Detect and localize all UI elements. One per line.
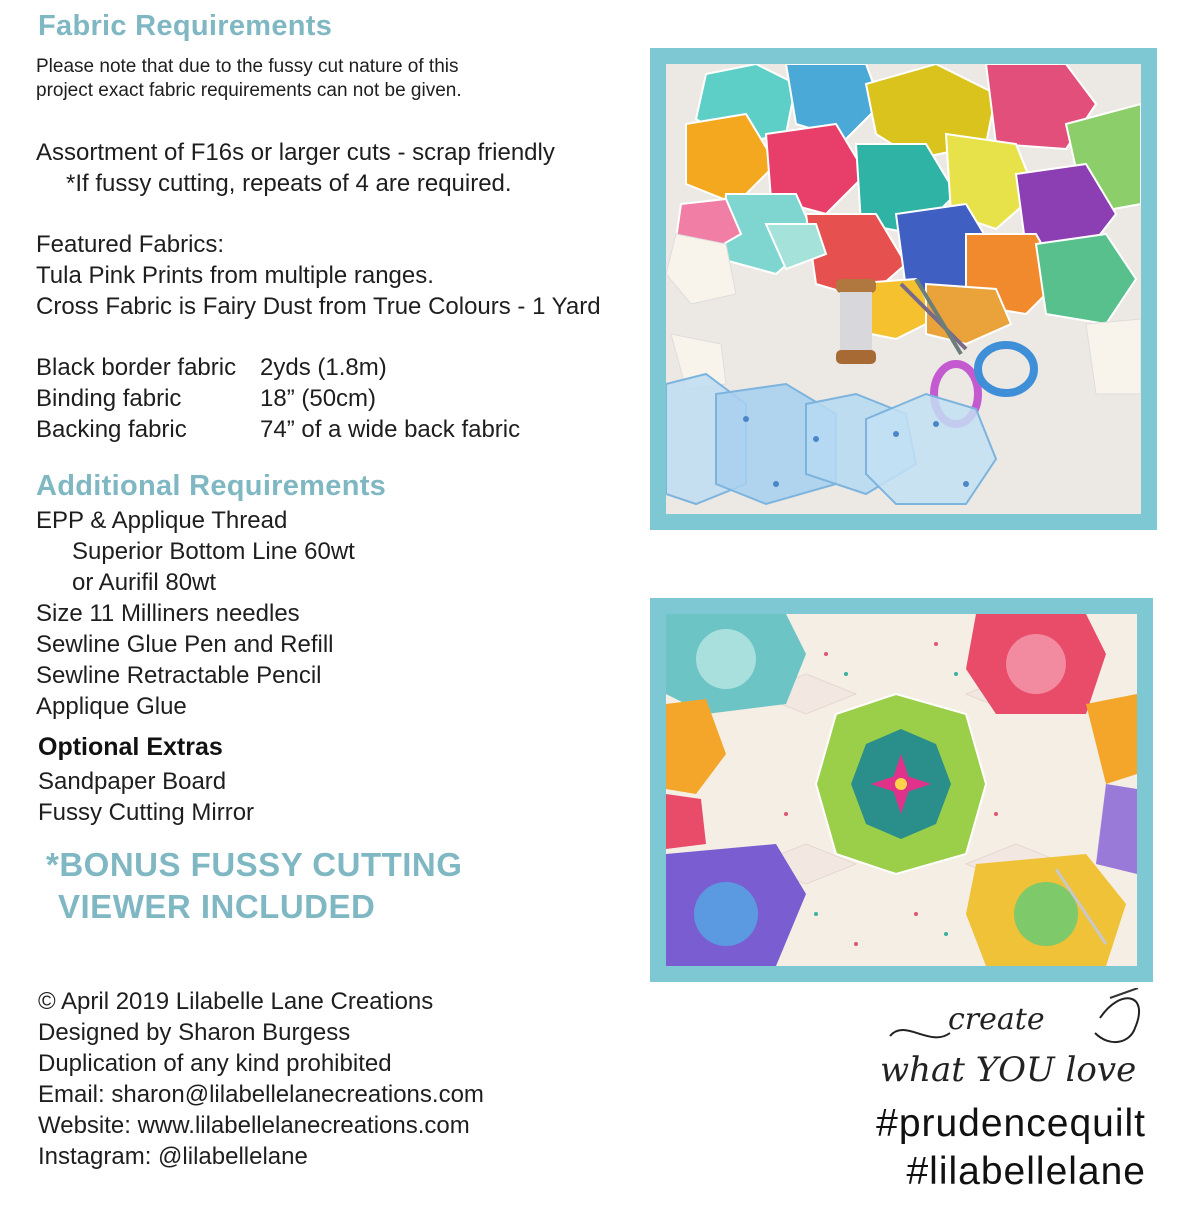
bonus-line-1: *BONUS FUSSY CUTTING <box>46 846 463 883</box>
list-item: Sandpaper Board <box>38 768 227 795</box>
list-item: Sewline Retractable Pencil <box>36 662 322 689</box>
tagline-create: create <box>948 1002 1045 1037</box>
featured-line-2: Cross Fabric is Fairy Dust from True Colours - 1 Yard <box>36 293 601 320</box>
assortment-line-1: Assortment of F16s or larger cuts - scrap friendly <box>36 139 555 166</box>
optional-extras-heading: Optional Extras <box>38 733 223 761</box>
additional-requirements-list <box>36 505 355 722</box>
fabric-value: 2yds (1.8m) <box>260 354 387 381</box>
quilt-block-photo <box>666 614 1137 966</box>
featured-label: Featured Fabrics: <box>36 231 225 258</box>
designer-line: Designed by Sharon Burgess <box>38 1019 351 1046</box>
credits-block <box>38 986 484 1172</box>
bottom-photo-frame <box>650 598 1153 982</box>
instagram-line[interactable]: Instagram: @lilabellelane <box>38 1143 308 1170</box>
list-item: or Aurifil 80wt <box>72 569 217 596</box>
additional-requirements-heading: Additional Requirements <box>36 470 387 502</box>
hashtag-lilabellelane[interactable]: #lilabellelane <box>906 1150 1146 1193</box>
fabric-value: 74” of a wide back fabric <box>260 416 521 443</box>
assortment-block <box>36 137 555 199</box>
fabric-label: Binding fabric <box>36 385 182 412</box>
assortment-line-2: *If fussy cutting, repeats of 4 are required. <box>66 170 512 197</box>
epp-supplies-photo <box>666 64 1141 514</box>
list-item: Sewline Glue Pen and Refill <box>36 631 334 658</box>
fabric-table <box>36 352 520 445</box>
list-item: Applique Glue <box>36 693 187 720</box>
email-line[interactable]: Email: sharon@lilabellelanecreations.com <box>38 1081 484 1108</box>
copyright-line: © April 2019 Lilabelle Lane Creations <box>38 988 434 1015</box>
fabric-label: Backing fabric <box>36 416 187 443</box>
featured-fabrics-block <box>36 229 601 322</box>
list-item: Fussy Cutting Mirror <box>38 799 255 826</box>
quilt-block-illustration <box>666 614 1137 966</box>
fabric-requirements-heading: Fabric Requirements <box>38 10 333 42</box>
optional-extras-list <box>38 766 254 828</box>
bonus-banner <box>46 844 462 928</box>
list-item: Size 11 Milliners needles <box>36 600 300 627</box>
fabric-table-row <box>36 352 520 383</box>
fabric-label: Black border fabric <box>36 354 237 381</box>
duplication-line: Duplication of any kind prohibited <box>38 1050 392 1077</box>
fussy-cut-note <box>36 55 462 103</box>
note-line-2: project exact fabric requirements can not be given. <box>36 80 462 101</box>
tagline-what-you-love: what YOU love <box>880 1050 1137 1090</box>
thread-spool <box>836 279 876 364</box>
note-line-1: Please note that due to the fussy cut nature of this <box>36 56 459 77</box>
list-item: Superior Bottom Line 60wt <box>72 538 355 565</box>
epp-supplies-illustration <box>666 64 1141 514</box>
fabric-table-row <box>36 383 520 414</box>
fabric-table-row <box>36 414 520 445</box>
list-item: EPP & Applique Thread <box>36 507 288 534</box>
create-what-you-love-logo <box>880 988 1150 1098</box>
bonus-line-2: VIEWER INCLUDED <box>58 888 376 925</box>
featured-line-1: Tula Pink Prints from multiple ranges. <box>36 262 434 289</box>
website-line[interactable]: Website: www.lilabellelanecreations.com <box>38 1112 470 1139</box>
top-photo-frame <box>650 48 1157 530</box>
fabric-value: 18” (50cm) <box>260 385 377 412</box>
hashtag-prudencequilt[interactable]: #prudencequilt <box>876 1102 1146 1145</box>
